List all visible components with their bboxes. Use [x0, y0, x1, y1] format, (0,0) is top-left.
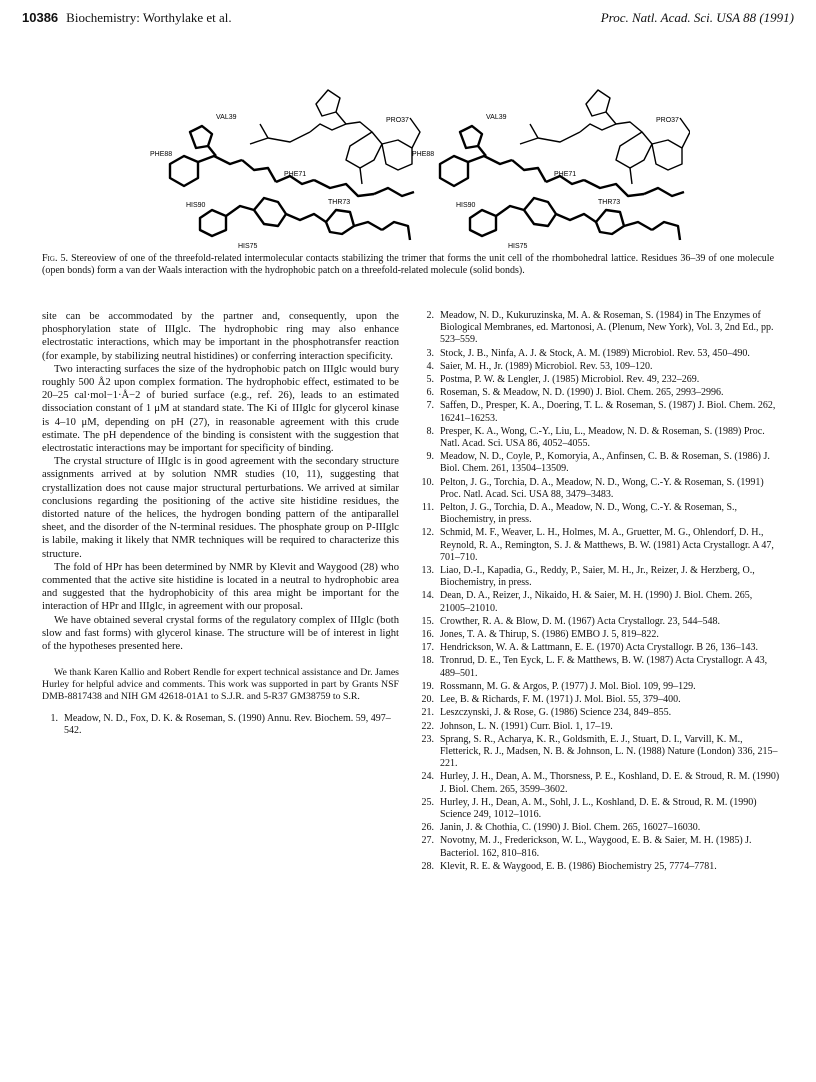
stereo-panel-right — [440, 90, 690, 240]
label-val39-right: VAL39 — [486, 114, 507, 121]
body-paragraph-3: The crystal structure of IIIglc is in good agreement with the secondary structure assignments arrived at by solution NMR studies (10, 11), suggesting that crystallization does not cause major structural perturbations. We arrived at similar conclusions regarding the positioning of the active site histidine residues, the distorted nature of the helices, the hydrogen bonding pattern of the antiparallel sheet, and the disorder of the N-terminal residues. The phosphate group on P-IIIglc is labile, making it likely that NMR techniques will be required to characterize this structure. — [42, 456, 399, 560]
reference-item — [418, 477, 784, 501]
reference-number: 28. — [421, 860, 434, 872]
journal-citation: Proc. Natl. Acad. Sci. USA 88 (1991) — [600, 10, 794, 25]
reference-text: Leszczynski, J. & Rose, G. (1986) Science 234, 849–855. — [440, 707, 672, 719]
reference-item — [418, 707, 784, 719]
reference-item — [418, 835, 784, 859]
reference-text: Stock, J. B., Ninfa, A. J. & Stock, A. M. (1989) Microbiol. Rev. 53, 450–490. — [440, 347, 750, 359]
reference-item — [418, 797, 784, 821]
stereoview-figure — [150, 72, 690, 252]
reference-text: Schmid, M. F., Weaver, L. H., Holmes, M. A., Gruetter, M. G., Ohlendorf, D. H., Reynold, R. A., Remington, S. J. & Matthews, B. W. (1981) Acta Crystallogr. A 47, 701–710. — [440, 527, 774, 563]
acknowledgement: We thank Karen Kallio and Robert Rendle for expert technical assistance and Dr. James Hurley for helpful advice and comments. This work was supported in part by Grants NSF DMB-8817438 and NIH GM 42618-01A1 to S.J.R. and 5-R37 GM38759 to S.R. — [42, 667, 399, 703]
reference-item — [418, 655, 784, 679]
reference-number: 24. — [421, 771, 434, 783]
reference-number: 15. — [421, 615, 434, 627]
reference-item — [418, 734, 784, 771]
reference-number: 11. — [421, 502, 434, 514]
label-phe88: PHE88 — [150, 151, 173, 158]
reference-item — [418, 861, 784, 873]
reference-text: Jones, T. A. & Thirup, S. (1986) EMBO J. 5, 819–822. — [440, 629, 659, 641]
reference-text: Hendrickson, W. A. & Lattmann, E. E. (1970) Acta Crystallogr. B 26, 136–143. — [440, 642, 759, 654]
label-thr73-right: THR73 — [598, 199, 621, 206]
label-thr73: THR73 — [328, 199, 351, 206]
label-val39: VAL39 — [216, 114, 237, 121]
reference-text: Dean, D. A., Reizer, J., Nikaido, H. & Saier, M. H. (1990) J. Biol. Chem. 265, 21005–21010. — [440, 590, 753, 614]
reference-text: Roseman, S. & Meadow, N. D. (1990) J. Biol. Chem. 265, 2993–2996. — [440, 387, 724, 399]
reference-text: Hurley, J. H., Dean, A. M., Thorsness, P. E., Koshland, D. E. & Stroud, R. M. (1990) J. Biol. Chem. 265, 3599–3602. — [440, 771, 780, 795]
body-paragraph-4: The fold of HPr has been determined by NMR by Klevit and Waygood (28) who commented that the active site histidine is located in a neutral to hydrophobic area and suggested that the hydrophobicity of this area might be important for the interaction of HPr and IIIglc, in agreement with our proposal. — [42, 561, 399, 613]
reference-number: 19. — [421, 680, 434, 692]
reference-text: Klevit, R. E. & Waygood, E. B. (1986) Biochemistry 25, 7774–7781. — [440, 860, 717, 872]
reference-item — [418, 348, 784, 360]
reference-text: Crowther, R. A. & Blow, D. M. (1967) Acta Crystallogr. 23, 544–548. — [440, 615, 721, 627]
reference-item — [418, 565, 784, 589]
body-paragraph-2: Two interacting surfaces the size of the hydrophobic patch on IIIglc would bury roughly 500 Å2 upon complex formation. The hydrophobic effect, estimated to be 20–25 cal·mol−1·Å−2 of buried surface (e.g., ref. 26), leads to an estimated dissociation constant of 1 μM at standard state. The Ki of IIIglc for glycerol kinase is 4–10 μM, depending on pH (27), in reasonable agreement with this crude estimate. The pH dependence of the binding is consistent with the suggestion that electrostatic interactions may be important for specificity of binding. — [42, 363, 399, 455]
label-phe71-right: PHE71 — [554, 171, 577, 178]
reference-text: Janin, J. & Chothia, C. (1990) J. Biol. Chem. 265, 16027–16030. — [440, 822, 701, 834]
reference-number: 3. — [426, 347, 434, 359]
reference-number: 18. — [421, 655, 434, 667]
references-left — [42, 713, 399, 737]
reference-number: 1. — [50, 713, 58, 725]
reference-text: Meadow, N. D., Fox, D. K. & Roseman, S. (1990) Annu. Rev. Biochem. 59, 497–542. — [64, 713, 391, 737]
reference-item — [418, 771, 784, 795]
reference-number: 12. — [421, 527, 434, 539]
reference-item — [418, 387, 784, 399]
header-left — [22, 10, 232, 26]
reference-number: 6. — [426, 387, 434, 399]
label-pro37-right: PRO37 — [656, 117, 679, 124]
reference-text: Saffen, D., Presper, K. A., Doering, T. L. & Roseman, S. (1987) J. Biol. Chem. 262, 16241–16253. — [440, 400, 776, 424]
label-his75: HIS75 — [238, 243, 258, 250]
reference-item — [418, 694, 784, 706]
reference-item — [418, 590, 784, 614]
left-column — [42, 310, 399, 739]
reference-number: 9. — [426, 451, 434, 463]
stereo-panel-left — [170, 90, 420, 240]
page-number: 10386 — [22, 10, 59, 25]
reference-text: Lee, B. & Richards, F. M. (1971) J. Mol. Biol. 55, 379–400. — [440, 694, 681, 706]
reference-text: Pelton, J. G., Torchia, D. A., Meadow, N. D., Wong, C.-Y. & Roseman, S. (1991) Proc. Natl. Acad. Sci. USA 88, 3479–3483. — [440, 476, 764, 500]
caption-text: Stereoview of one of the threefold-related intermolecular contacts stabilizing the trimer that forms the unit cell of the rhombohedral lattice. Residues 36–39 of one molecule (open bonds) form a van der Waals interaction with the hydrophobic patch on a threefold-related molecule (solid bonds). — [42, 253, 775, 277]
reference-text: Hurley, J. H., Dean, A. M., Sohl, J. L., Koshland, D. E. & Stroud, R. M. (1990) Science 249, 1012–1016. — [440, 796, 757, 820]
reference-number: 4. — [426, 360, 434, 372]
reference-number: 2. — [426, 310, 434, 321]
reference-item — [418, 374, 784, 386]
reference-item — [418, 527, 784, 564]
reference-text: Sprang, S. R., Acharya, K. R., Goldsmith, E. J., Stuart, D. I., Varvill, K. M., Fletterick, R. J., Madsen, N. B. & Johnson, L. N. (1988) Nature (London) 336, 215–221. — [440, 733, 778, 770]
reference-item — [418, 502, 784, 526]
reference-number: 7. — [426, 400, 434, 412]
label-pro37: PRO37 — [386, 117, 409, 124]
caption-lead: Fig. 5. — [42, 253, 69, 264]
reference-text: Meadow, N. D., Kukuruzinska, M. A. & Roseman, S. (1984) in The Enzymes of Biological Membranes, ed. Martonosi, A. (Plenum, New York), Vol. 3, 2nd Ed., pp. 523–559. — [440, 310, 774, 346]
reference-number: 20. — [421, 694, 434, 706]
reference-number: 25. — [421, 796, 434, 808]
reference-text: Liao, D.-I., Kapadia, G., Reddy, P., Saier, M. H., Jr., Reizer, J. & Herzberg, O., Biochemistry, in press. — [440, 565, 755, 589]
reference-item — [418, 310, 784, 347]
reference-item — [418, 721, 784, 733]
running-title: Biochemistry: Worthylake et al. — [66, 10, 232, 25]
figure-caption — [42, 253, 774, 277]
reference-number: 5. — [426, 374, 434, 386]
label-phe71: PHE71 — [284, 171, 307, 178]
reference-item — [418, 361, 784, 373]
reference-number: 17. — [421, 642, 434, 654]
reference-number: 27. — [421, 835, 434, 847]
reference-text: Saier, M. H., Jr. (1989) Microbiol. Rev. 53, 109–120. — [440, 360, 653, 372]
reference-number: 21. — [421, 707, 434, 719]
reference-text: Rossmann, M. G. & Argos, P. (1977) J. Mol. Biol. 109, 99–129. — [440, 680, 696, 692]
reference-item — [418, 616, 784, 628]
label-his90-right: HIS90 — [456, 202, 476, 209]
reference-text: Presper, K. A., Wong, C.-Y., Liu, L., Meadow, N. D. & Roseman, S. (1989) Proc. Natl. Acad. Sci. USA 86, 4052–4055. — [440, 425, 765, 450]
reference-item — [418, 629, 784, 641]
reference-item — [418, 822, 784, 834]
reference-number: 10. — [421, 476, 434, 488]
references-right — [418, 310, 784, 874]
reference-text: Tronrud, D. E., Ten Eyck, L. F. & Matthews, B. W. (1987) Acta Crystallogr. A 43, 489–501. — [440, 655, 768, 679]
reference-text: Novotny, M. J., Frederickson, W. L., Waygood, E. B. & Saier, M. H. (1985) J. Bacteriol. 162, 810–816. — [440, 835, 752, 859]
reference-number: 22. — [421, 720, 434, 732]
reference-item — [418, 426, 784, 450]
label-his75-right: HIS75 — [508, 243, 528, 250]
reference-item — [418, 400, 784, 424]
reference-number: 14. — [421, 590, 434, 602]
label-phe88-right: PHE88 — [412, 151, 435, 158]
reference-item — [418, 642, 784, 654]
reference-item — [418, 451, 784, 475]
reference-item — [42, 713, 399, 737]
reference-text: Meadow, N. D., Coyle, P., Komoryia, A., Anfinsen, C. B. & Roseman, S. (1986) J. Biol. Chem. 261, 13504–13509. — [440, 451, 770, 475]
reference-number: 16. — [421, 629, 434, 641]
reference-number: 8. — [426, 425, 434, 437]
body-paragraph-1: site can be accommodated by the partner and, consequently, upon the phosphorylation state of IIIglc. The hydrophobic ring may also enhance electrostatic interactions, which may be important in the phosphotransfer reaction (for example, by stabilizing neutral histidines) or conferring interaction specificity. — [42, 311, 399, 362]
page-header — [22, 8, 794, 28]
reference-number: 23. — [421, 733, 434, 745]
reference-text: Johnson, L. N. (1991) Curr. Biol. 1, 17–19. — [440, 720, 613, 732]
body-paragraph-5: We have obtained several crystal forms of the regulatory complex of IIIglc (both slow and fast forms) with glycerol kinase. The structure will be of interest in light of the hypotheses presented here. — [42, 614, 399, 653]
reference-text: Postma, P. W. & Lengler, J. (1985) Microbiol. Rev. 49, 232–269. — [440, 374, 700, 386]
reference-text: Pelton, J. G., Torchia, D. A., Meadow, N. D., Wong, C.-Y. & Roseman, S., Biochemistry, in press. — [440, 502, 738, 526]
reference-number: 13. — [421, 565, 434, 577]
reference-number: 26. — [421, 822, 434, 834]
reference-item — [418, 681, 784, 693]
label-his90: HIS90 — [186, 202, 206, 209]
